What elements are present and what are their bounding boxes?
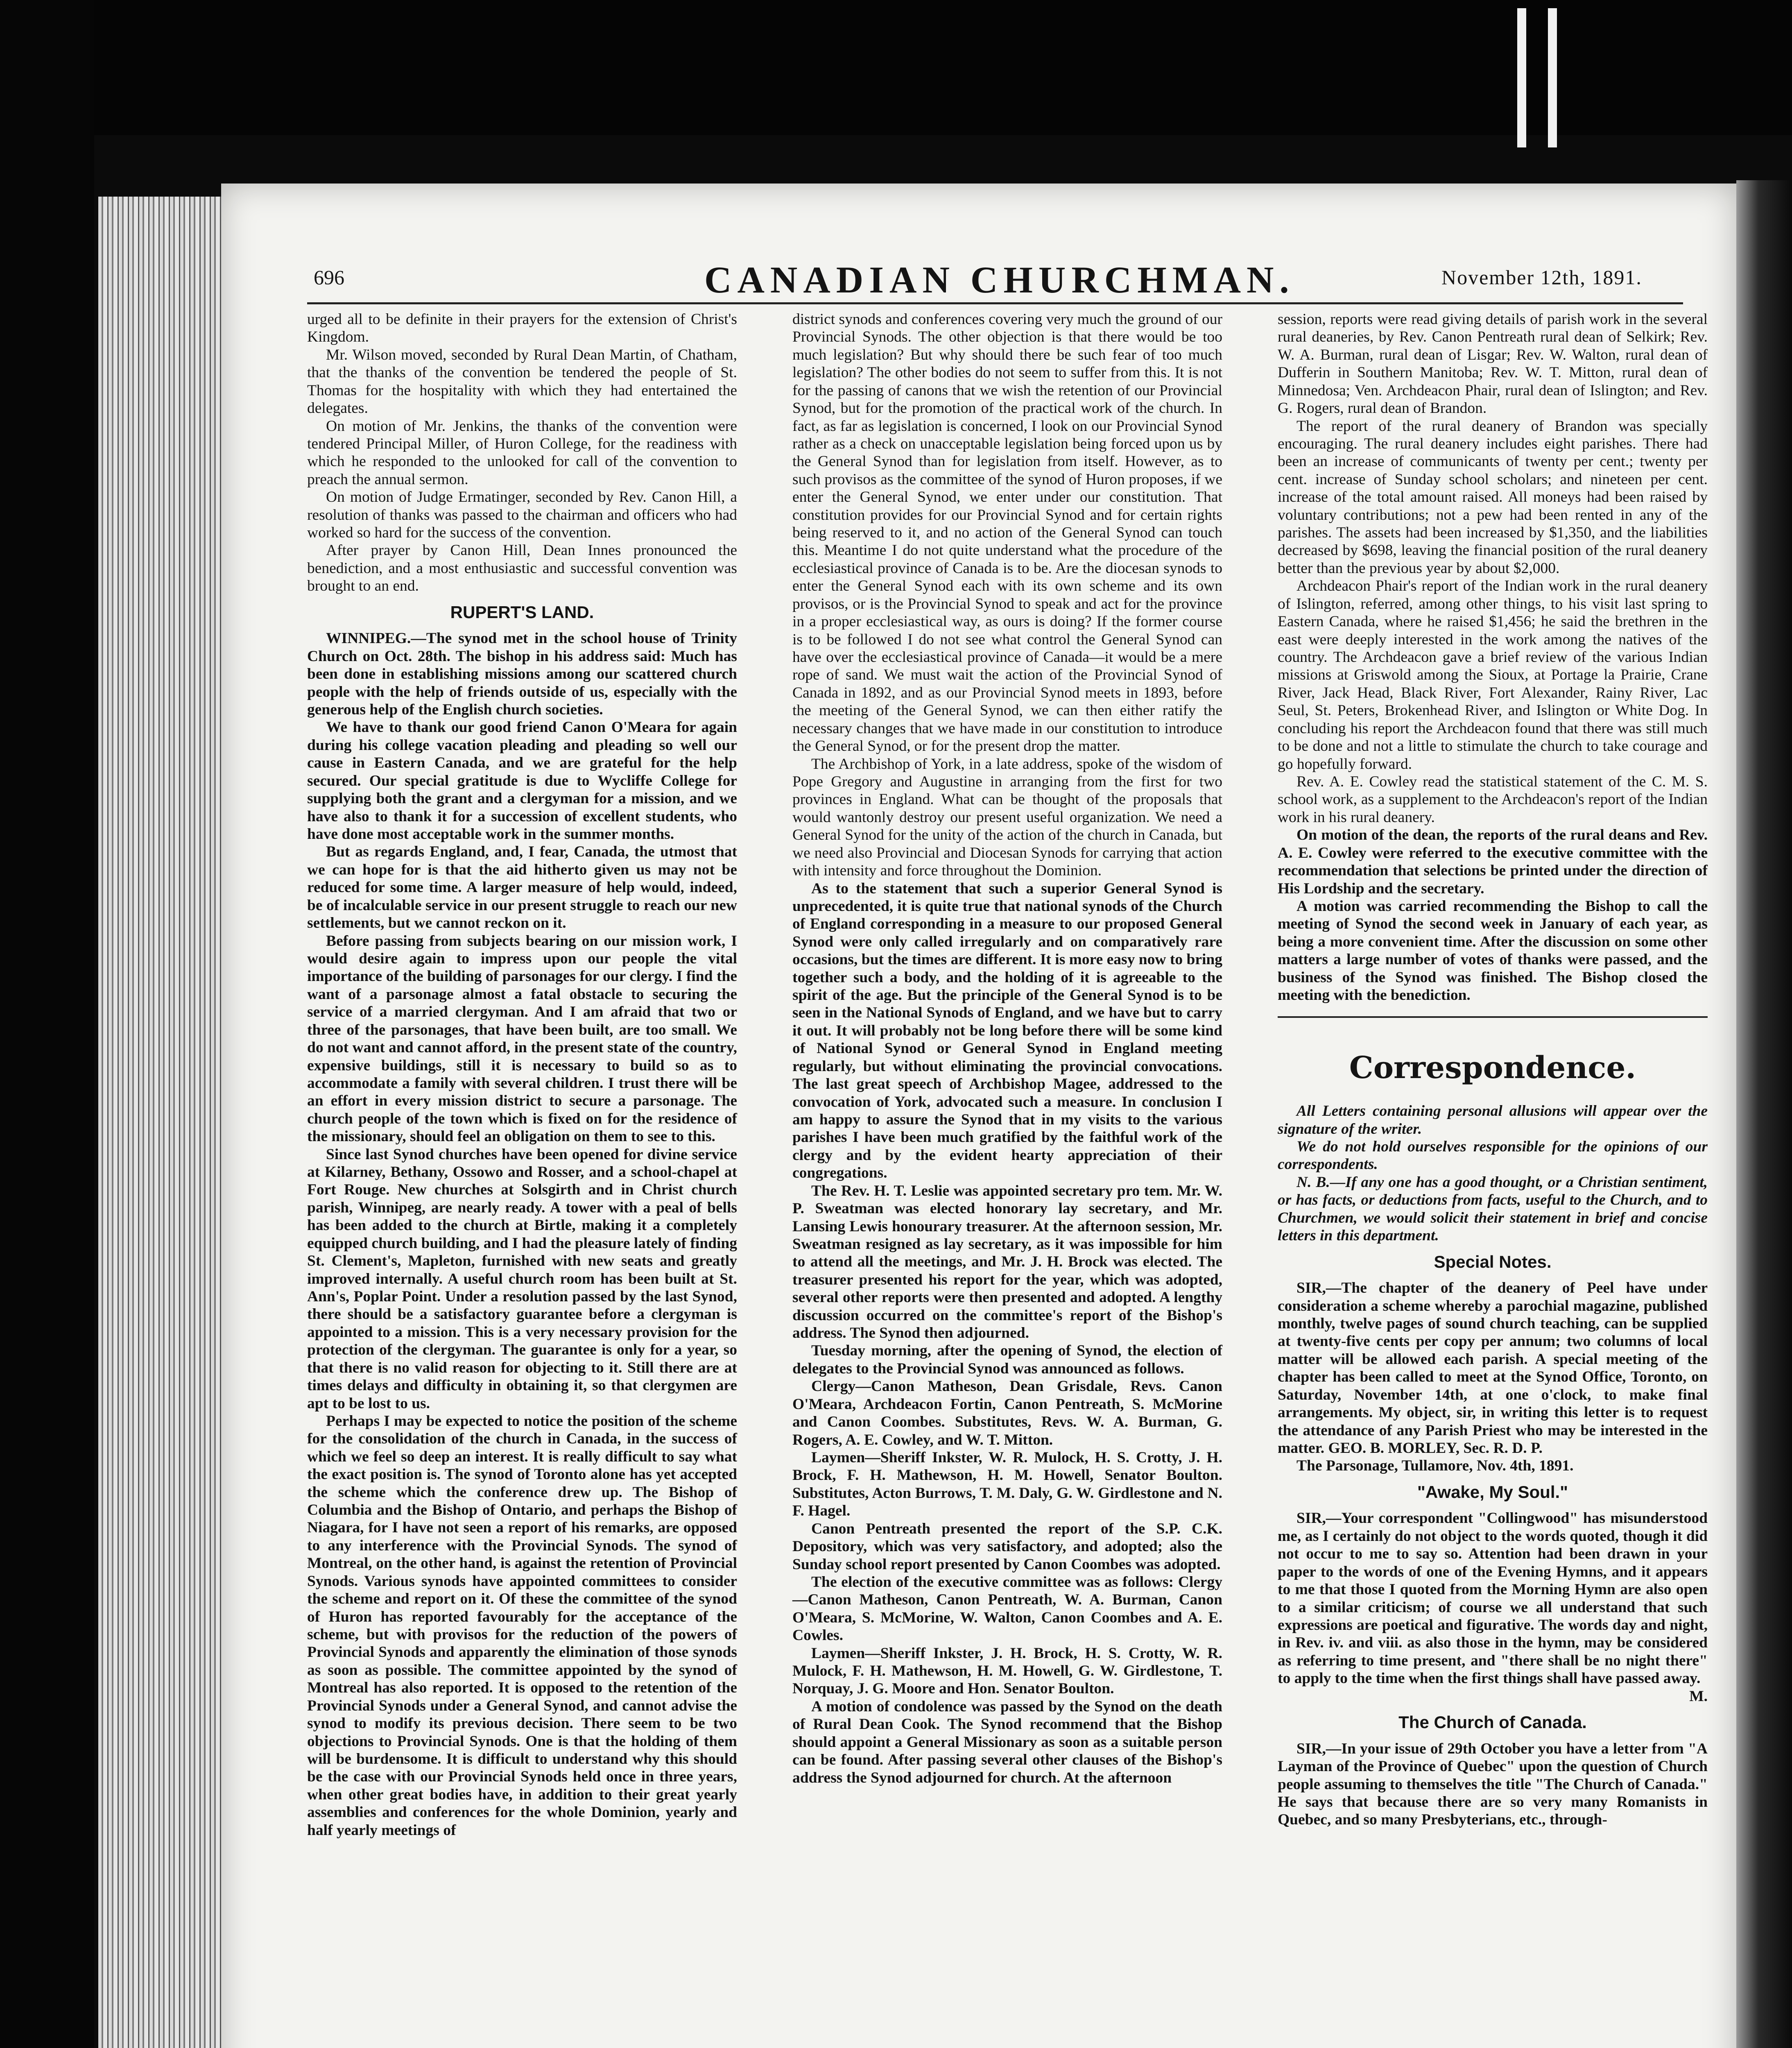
editorial-notice: N. B.—If any one has a good thought, or a Christian sentiment, or has facts, or deductions from facts, useful to the Church, and to Churchmen, we would solicit their statement in brief and concise letters in this department.: [1278, 1174, 1708, 1244]
paragraph: The election of the executive committee was as follows: Clergy—Canon Matheson, Canon Pentreath, W. A. Burman, Canon O'Meara, S. McMorine, W. Walton, Canon Coombes and A. E. Cowles.: [792, 1573, 1222, 1644]
section-heading: The Church of Canada.: [1398, 1713, 1587, 1732]
masthead-title: CANADIAN CHURCHMAN.: [704, 259, 1295, 301]
paragraph: Archdeacon Phair's report of the Indian work in the rural deanery of Islington, referred, among other things, to his visit last spring to Eastern Canada, where he raised $1,456; he said the brethren in the east were deeply interested in the work among the natives of the country. The Archdeacon gave a brief review of the various Indian missions at Griswold among the Sioux, at Portage la Prairie, Crane River, Jack Head, Black River, Fort Alexander, Rainy River, Lac Seul, St. Peters, Brokenhead River, and Islington or White Dog. In concluding his report the Archdeacon found that there was still much to be done and not a little to stimulate the church to take courage and go hopefully forward.: [1278, 578, 1708, 773]
paragraph: After prayer by Canon Hill, Dean Innes pronounced the benediction, and a most enthusiastic and successful convention was brought to an end.: [307, 542, 737, 595]
paragraph: Rev. A. E. Cowley read the statistical statement of the C. M. S. school work, as a supplement to the Archdeacon's report of the Indian work in his rural deanery.: [1278, 773, 1708, 826]
paragraph: Since last Synod churches have been opened for divine service at Kilarney, Bethany, Ossowo and Rosser, and a school-chapel at Fort Rouge. New churches at Solsgirth and in Christ church parish, Winnipeg, are nearly ready. A tower with a peal of bells has been added to the church at Birtle, making it a completely equipped church building, and I had the pleasure lately of finding St. Clement's, Mapleton, furnished with new seats and greatly improved internally. A useful church room has been built at St. Ann's, Poplar Point. Under a resolution passed by the last Synod, there should be a satisfactory guarantee before a clergyman is appointed to a mission. This is a very necessary provision for the protection of the clergyman. The guarantee is only for a year, so that there is no valid reason for objecting to it. Still there are at times delays and difficulty in obtaining it, so that clergymen are apt to be lost to us.: [307, 1146, 737, 1412]
letter-signature: M.: [1689, 1688, 1708, 1705]
editorial-notice: We do not hold ourselves responsible for the opinions of our correspondents.: [1278, 1138, 1708, 1173]
section-rule: [1278, 1016, 1708, 1018]
paragraph: Before passing from subjects bearing on our mission work, I would desire again to impress upon our people the vital importance of the building of parsonages for our clergy. I find the want of a parsonage almost a fatal obstacle to securing the service of a married clergyman. And I am afraid that two or three of the parsonages, that have been built, are too small. We do not want and cannot afford, in the present state of the country, expensive buildings, still it is necessary to build so as to accommodate a family with several children. I trust there will be an effort in every mission district to secure a parsonage. The church people of the town which is fixed on for the residence of the missionary, should feel an obligation on them to see to this.: [307, 932, 737, 1145]
section-heading: RUPERT'S LAND.: [450, 602, 594, 622]
letter-dateline: The Parsonage, Tullamore, Nov. 4th, 1891.: [1296, 1457, 1574, 1475]
paragraph: district synods and conferences covering very much the ground of our Provincial Synods. The other objection is that there would be too much legislation? But why should there be such fear of too much legislation? The other bodies do not seem to suffer from this. It is not for the passing of canons that we wish the retention of our Provincial Synod, but for the promotion of the practical work of the church. In fact, as far as legislation is concerned, I look on our Provincial Synod rather as a check on unacceptable legislation being forced upon us by the General Synod than for legislation from itself. However, as to such provisos as the committee of the synod of Huron proposes, if we enter the General Synod, we enter under our constitution. That constitution provides for our Provincial Synod and for certain rights being reserved to it, and no action of the General Synod can touch this. Meantime I do not quite understand what the procedure of the ecclesiastical province of Canada is to be. Are the diocesan synods to enter the General Synod each with its own scheme and its own provisos, or is the Provincial Synod to speak and act for the province in a proper ecclesiastical way, as ours is doing? If the former course is to be followed I do not see what control the General Synod can have over the ecclesiastical province of Canada—it would be a mere rope of sand. We must wait the action of the Provincial Synod of Canada in 1892, and as our Provincial Synod meets in 1893, before the meeting of the General Synod, we can then either ratify the necessary changes that we have made in our constitution to introduce the General Synod, or for the present drop the matter.: [792, 311, 1222, 755]
newspaper-page: [221, 184, 1736, 2048]
paragraph: Mr. Wilson moved, seconded by Rural Dean Martin, of Chatham, that the thanks of the convention be tendered the people of St. Thomas for the hospitality with which they had entertained the delegates.: [307, 346, 737, 417]
paragraph: We have to thank our good friend Canon O'Meara for again during his college vacation pleading and pleading so well our cause in Eastern Canada, and we are grateful for the help secured. Our special gratitude is due to Wycliffe College for supplying both the grant and a clergyman for a mission, and we have also to thank it for a succession of excellent students, who have done most acceptable work in the summer months.: [307, 719, 737, 843]
paragraph: As to the statement that such a superior General Synod is unprecedented, it is quite true that national synods of the Church of England corresponding in a measure to our proposed General Synod were only called irregularly and on comparatively rare occasions, but the times are different. It is more easy now to bring together such a body, and the holding of it is agreeable to the spirit of the age. But the principle of the General Synod is to be seen in the National Synods of England, and we have but to carry it out. It will probably not be long before there will be some kind of National Synod or General Synod in England meeting regularly, but without eliminating the provincial convocations. The last great speech of Archbishop Magee, addressed to the convocation of York, advocated such a measure. In conclusion I am happy to assure the Synod that in my visits to the various parishes I have been much gratified by the faithful work of the clergy and by the evident hearty appreciation of their congregations.: [792, 880, 1222, 1182]
paragraph: The Archbishop of York, in a late address, spoke of the wisdom of Pope Gregory and Augustine in arranging from the first for two provinces in England. What can be thought of the proposals that would wantonly destroy our present useful organization. We need a General Synod for the unity of the action of the church in Canada, but we need also Provincial and Diocesan Synods for carrying that action with intensity and force throughout the Dominion.: [792, 755, 1222, 879]
editorial-notice: All Letters containing personal allusions will appear over the signature of the writer.: [1278, 1103, 1708, 1137]
issue-date: November 12th, 1891.: [1441, 266, 1642, 289]
paragraph: The Rev. H. T. Leslie was appointed secretary pro tem. Mr. W. P. Sweatman was elected honorary lay secretary, and Mr. Lansing Lewis honourary treasurer. At the afternoon session, Mr. Sweatman resigned as lay secretary, as it was impossible for him to attend all the meetings, and Mr. J. H. Brock was elected. The treasurer presented his report for the year, which was adopted, several other reports were then presented and adopted. A lengthy discussion occurred on the committee's report of the Bishop's address. The Synod then adjourned.: [792, 1182, 1222, 1342]
paragraph: session, reports were read giving details of parish work in the several rural deaneries, by Rev. Canon Pentreath rural dean of Selkirk; Rev. W. A. Burman, rural dean of Lisgar; Rev. W. Walton, rural dean of Dufferin in Southern Manitoba; Rev. W. T. Mitton, rural dean of Minnedosa; Ven. Archdeacon Phair, rural dean of Islington; and Rev. G. Rogers, rural dean of Brandon.: [1278, 311, 1708, 417]
film-border-left: [0, 0, 94, 2048]
page-number: 696: [314, 266, 344, 289]
paragraph: On motion of Mr. Jenkins, the thanks of the convention were tendered Principal Miller, of Huron College, for the readiness with which he responded to the unlooked for call of the convention to preach the annual sermon.: [307, 417, 737, 488]
paragraph: SIR,—In your issue of 29th October you have a letter from "A Layman of the Province of Quebec" upon the question of Church people assuming to themselves the title "The Church of Canada." He says that because there are so very many Romanists in Quebec, and so many Presbyterians, etc., through-: [1278, 1740, 1708, 1828]
section-heading: Special Notes.: [1434, 1252, 1552, 1271]
paragraph: Laymen—Sheriff Inkster, J. H. Brock, H. S. Crotty, W. R. Mulock, F. H. Mathewson, H. M. Howell, G. W. Girdlestone, T. Norquay, J. G. Moore and Hon. Senator Boulton.: [792, 1645, 1222, 1697]
section-heading: "Awake, My Soul.": [1417, 1482, 1568, 1502]
column-1: [307, 310, 737, 1839]
film-sprocket-mark: [1517, 8, 1526, 147]
paragraph: Laymen—Sheriff Inkster, W. R. Mulock, H. S. Crotty, J. H. Brock, F. H. Mathewson, H. M. Howell, Senator Boulton. Substitutes, Acton Burrows, T. M. Daly, G. W. Girdlestone and N. F. Hagel.: [792, 1449, 1222, 1520]
paragraph: A motion of condolence was passed by the Synod on the death of Rural Dean Cook. The Synod recommend that the Bishop should appoint a General Missionary as soon as a suitable person can be found. After passing several other clauses of the Bishop's address the Synod adjourned for church. At the afternoon: [792, 1698, 1222, 1786]
paragraph: But as regards England, and, I fear, Canada, the utmost that we can hope for is that the aid hitherto given us may not be reduced for some time. A larger measure of help would, indeed, be of incalculable service in our present struggle to reach our new settlements, but we cannot reckon on it.: [307, 843, 737, 932]
correspondence-heading: Correspondence.: [1349, 1050, 1636, 1086]
paragraph: urged all to be definite in their prayers for the extension of Christ's Kingdom.: [307, 311, 737, 346]
column-3: [1278, 310, 1708, 1829]
column-2: [792, 310, 1222, 1787]
paragraph: Tuesday morning, after the opening of Synod, the election of delegates to the Provincial Synod was announced as follows.: [792, 1342, 1222, 1377]
paragraph: SIR,—The chapter of the deanery of Peel have under consideration a scheme whereby a parochial magazine, published monthly, twelve pages of sound church teaching, can be supplied at twenty-five cents per copy per annum; two columns of local matter will be allowed each parish. A special meeting of the chapter has been called to meet at the Synod Office, Toronto, on Saturday, November 14th, at one o'clock, to make final arrangements. My object, sir, in writing this letter is to request the attendance of any Parish Priest who may be interested in the matter. GEO. B. MORLEY, Sec. R. D. P.: [1278, 1280, 1708, 1457]
book-right-edge: [1736, 180, 1792, 2048]
paragraph: SIR,—Your correspondent "Collingwood" has misunderstood me, as I certainly do not object to the words quoted, though it did not occur to me to say so. Attention had been drawn in your paper to the words of one of the Evening Hymns, and it appears to me that those I quoted from the Morning Hymn are also open to a similar criticism; of course we all understand that such expressions are poetical and figurative. The words day and night, in Rev. iv. and viii. as also those in the hymn, may be considered as referring to time present, and "there shall be no night there" to apply to the time when the first things shall have passed away.: [1278, 1510, 1708, 1687]
film-sprocket-mark: [1548, 8, 1557, 147]
paragraph: Perhaps I may be expected to notice the position of the scheme for the consolidation of the church in Canada, in the success of which we feel so deep an interest. It is really difficult to say what the exact position is. The synod of Toronto alone has yet accepted the scheme which the conference drew up. The Bishop of Columbia and the Bishop of Ontario, and perhaps the Bishop of Niagara, for I have not seen a report of his remarks, are opposed to any interference with the Provincial Synods. The synod of Montreal, on the other hand, is against the retention of Provincial Synods. Various synods have appointed committees to consider the scheme and report on it. Of these the committee of the synod of Huron has reported favourably for the acceptance of the scheme, but with provisos for the reduction of the powers of Provincial Synods and apparently the elimination of those synods as soon as possible. The committee appointed by the synod of Montreal has also reported. It is opposed to the retention of the Provincial Synods under a General Synod, and cannot advise the synod to modify its previous decision. There seem to be two objections to Provincial Synods. One is that the holding of them will be burdensome. It is difficult to understand why this should be the case with our Provincial Synods held once in three years, when other great bodies have, in addition to their great yearly assemblies and conferences for the whole Dominion, yearly and half yearly meetings of: [307, 1412, 737, 1839]
paragraph: On motion of the dean, the reports of the rural deans and Rev. A. E. Cowley were referred to the executive committee with the recommendation that selections be printed under the direction of His Lordship and the secretary.: [1278, 827, 1708, 897]
paragraph: On motion of Judge Ermatinger, seconded by Rev. Canon Hill, a resolution of thanks was passed to the chairman and officers who had worked so hard for the success of the convention.: [307, 489, 737, 541]
header-rule: [307, 302, 1683, 304]
paragraph: Canon Pentreath presented the report of the S.P. C.K. Depository, which was very satisfactory, and adopted; also the Sunday school report presented by Canon Coombes was adopted.: [792, 1520, 1222, 1573]
paragraph: Clergy—Canon Matheson, Dean Grisdale, Revs. Canon O'Meara, Archdeacon Fortin, Canon Pentreath, S. McMorine and Canon Coombes. Substitutes, Revs. W. A. Burman, G. Rogers, A. E. Cowley, and W. T. Mitton.: [792, 1378, 1222, 1448]
paragraph: WINNIPEG.—The synod met in the school house of Trinity Church on Oct. 28th. The bishop in his address said: Much has been done in establishing missions among our scattered church people with the help of friends outside of us, especially with the generous help of the English church societies.: [307, 630, 737, 718]
paragraph: The report of the rural deanery of Brandon was specially encouraging. The rural deanery includes eight parishes. There had been an increase of communicants of twenty per cent.; twenty per cent. increase of Sunday school scholars; and nineteen per cent. increase of the total amount raised. All moneys had been raised by voluntary contributions; not a pew had been rented in any of the parishes. The assets had been increased by $1,350, and the liabilities decreased by $698, leaving the financial position of the rural deanery better than the previous year by about $2,000.: [1278, 417, 1708, 577]
paragraph: A motion was carried recommending the Bishop to call the meeting of Synod the second week in January of each year, as being a more convenient time. After the discussion on some other matters a large number of votes of thanks were passed, and the business of the Synod was finished. The Bishop closed the meeting with the benediction.: [1278, 897, 1708, 1004]
